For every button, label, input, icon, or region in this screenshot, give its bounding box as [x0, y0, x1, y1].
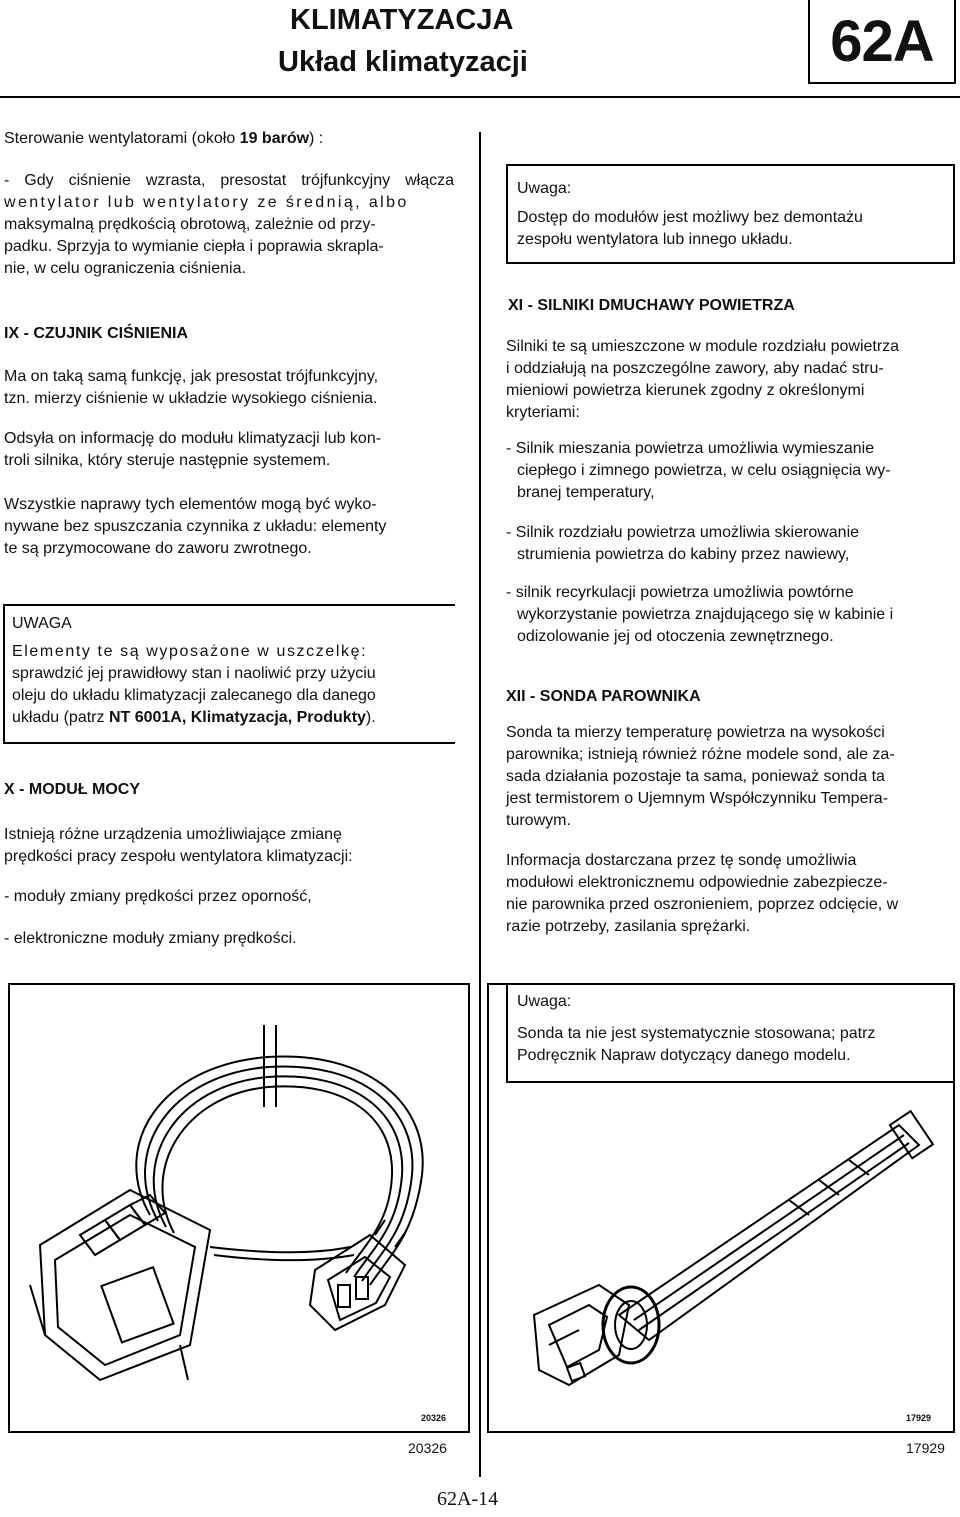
figure-power-module — [8, 983, 470, 1433]
section12-line: turowym. — [506, 812, 571, 829]
note1-line: zespołu wentylatora lub innego układu. — [517, 231, 793, 248]
column-divider — [479, 132, 481, 1477]
warning-last-post: ). — [365, 709, 376, 726]
fan-control-paragraph — [4, 170, 454, 280]
warning-line: Elementy te są wyposażone w uszczelkę: — [12, 643, 368, 660]
section-code: 62A — [808, 0, 956, 84]
section10-line: Istnieją różne urządzenia umożliwiające zmianę — [4, 826, 342, 843]
section9-title: IX - CZUJNIK CIŚNIENIA — [4, 325, 189, 342]
warning-line: oleju do układu klimatyzacji zalecanego dla danego — [12, 687, 376, 704]
note1-text — [517, 207, 951, 251]
warning-title: UWAGA — [12, 615, 72, 632]
note1-title: Uwaga: — [517, 180, 572, 197]
page-subtitle: Układ klimatyzacji — [278, 46, 528, 78]
section12-line: Sonda ta mierzy temperaturę powietrza na wysokości — [506, 724, 885, 741]
fan-control-heading — [4, 128, 323, 150]
item-line: strumienia powietrza do kabiny przez nawiewy, — [517, 546, 850, 563]
section12-line: parownika; istnieją również różne modele sond, ale za- — [506, 746, 895, 763]
section9-paragraph3 — [4, 494, 454, 560]
section12-title: XII - SONDA PAROWNIKA — [506, 688, 701, 705]
fan-control-post: ) : — [309, 130, 324, 147]
header-rule — [0, 96, 960, 98]
warning-line-last — [12, 707, 452, 729]
note2-text — [517, 1023, 951, 1067]
section11-item-3 — [506, 582, 956, 648]
note1-line: Dostęp do modułów jest możliwy bez demontażu — [517, 209, 863, 226]
warning-last-pre: układu (patrz — [12, 709, 109, 726]
item-line: - Silnik rozdziału powietrza umożliwia skierowanie — [506, 524, 860, 541]
section12-line: Informacja dostarczana przez tę sondę umożliwia — [506, 852, 857, 869]
section9-line: tzn. mierzy ciśnienie w układzie wysokiego ciśnienia. — [4, 390, 378, 407]
section9-line: te są przymocowane do zaworu zwrotnego. — [4, 540, 312, 557]
section11-line: i oddziałują na poszczególne zawory, aby nadać stru- — [506, 360, 884, 377]
section10-line: prędkości pracy zespołu wentylatora klimatyzacji: — [4, 848, 353, 865]
note2-line: Podręcznik Napraw dotyczący danego modelu. — [517, 1047, 851, 1064]
figure-small-label: 17929 — [905, 1413, 931, 1423]
item-line: wykorzystanie powietrza znajdującego się w kabinie i — [517, 606, 894, 623]
section12-line: razie potrzeby, zasilania sprężarki. — [506, 918, 751, 935]
section9-line: Ma on taką samą funkcję, jak presostat trójfunkcyjny, — [4, 368, 379, 385]
fan-line: nie, w celu ograniczenia ciśnienia. — [4, 260, 246, 277]
warning-reference: NT 6001A, Klimatyzacja, Produkty — [108, 709, 366, 726]
item-line: odizolowanie jej od otoczenia zewnętrznego. — [517, 628, 834, 645]
section12-line: jest termistorem o Ujemnym Współczynniku Tempera- — [506, 790, 889, 807]
section11-line: mieniowi powietrza kierunek zgodny z określonymi — [506, 382, 865, 399]
section9-paragraph2 — [4, 428, 454, 472]
fan-control-bold: 19 barów — [239, 130, 310, 147]
section11-paragraph — [506, 336, 956, 424]
section11-line: Silniki te są umieszczone w module rozdziału powietrza — [506, 338, 900, 355]
section11-item-2 — [506, 522, 956, 566]
section11-line: kryteriami: — [506, 404, 580, 421]
fan-line: padku. Sprzyja to wymianie ciepła i poprawia skrapla- — [4, 238, 384, 255]
note2-line: Sonda ta nie jest systematycznie stosowana; patrz — [517, 1025, 876, 1042]
section9-paragraph1 — [4, 366, 454, 410]
item-line: - Silnik mieszania powietrza umożliwia wymieszanie — [506, 440, 875, 457]
section9-line: nywane bez spuszczania czynnika z układu: elementy — [4, 518, 387, 535]
section10-item-1: - moduły zmiany prędkości przez oporność, — [4, 888, 312, 905]
fan-line: - Gdy ciśnienie wzrasta, presostat trójfunkcyjny włącza — [4, 172, 454, 189]
section12-paragraph1 — [506, 722, 956, 832]
figure-number-left: 20326 — [408, 1440, 447, 1456]
power-module-illustration — [10, 985, 468, 1431]
section10-title: X - MODUŁ MOCY — [4, 781, 140, 798]
section12-paragraph2 — [506, 850, 956, 938]
page-number: 62A-14 — [437, 1488, 499, 1510]
figure-small-label: 20326 — [420, 1413, 446, 1423]
section12-line: modułowi elektronicznemu odpowiednie zabezpiecze- — [506, 874, 888, 891]
section12-line: nie parownika przed oszronieniem, poprzez odcięcie, w — [506, 896, 899, 913]
page-title: KLIMATYZACJA — [290, 4, 514, 36]
fan-control-pre: Sterowanie wentylatorami (około — [4, 130, 240, 147]
section11-item-1 — [506, 438, 956, 504]
section12-line: sada działania pozostaje ta sama, ponieważ sonda ta — [506, 768, 885, 785]
warning-text — [12, 641, 452, 729]
section10-item-2: - elektroniczne moduły zmiany prędkości. — [4, 930, 297, 947]
figure-number-right: 17929 — [906, 1440, 945, 1456]
item-line: branej temperatury, — [517, 484, 655, 501]
section10-paragraph — [4, 824, 454, 868]
section11-title: XI - SILNIKI DMUCHAWY POWIETRZA — [508, 297, 795, 314]
item-line: ciepłego i zimnego powietrza, w celu osiągnięcia wy- — [517, 462, 891, 479]
fan-line: wentylator lub wentylatory ze średnią, albo — [4, 194, 409, 211]
warning-line: sprawdzić jej prawidłowy stan i naoliwić przy użyciu — [12, 665, 376, 682]
note2-title: Uwaga: — [517, 993, 572, 1010]
section9-line: Odsyła on informację do modułu klimatyzacji lub kon- — [4, 430, 382, 447]
section9-line: troli silnika, który steruje następnie systemem. — [4, 452, 331, 469]
item-line: - silnik recyrkulacji powietrza umożliwia powtórne — [506, 584, 854, 601]
fan-line: maksymalną prędkością obrotową, zależnie od przy- — [4, 216, 376, 233]
section9-line: Wszystkie naprawy tych elementów mogą być wyko- — [4, 496, 377, 513]
